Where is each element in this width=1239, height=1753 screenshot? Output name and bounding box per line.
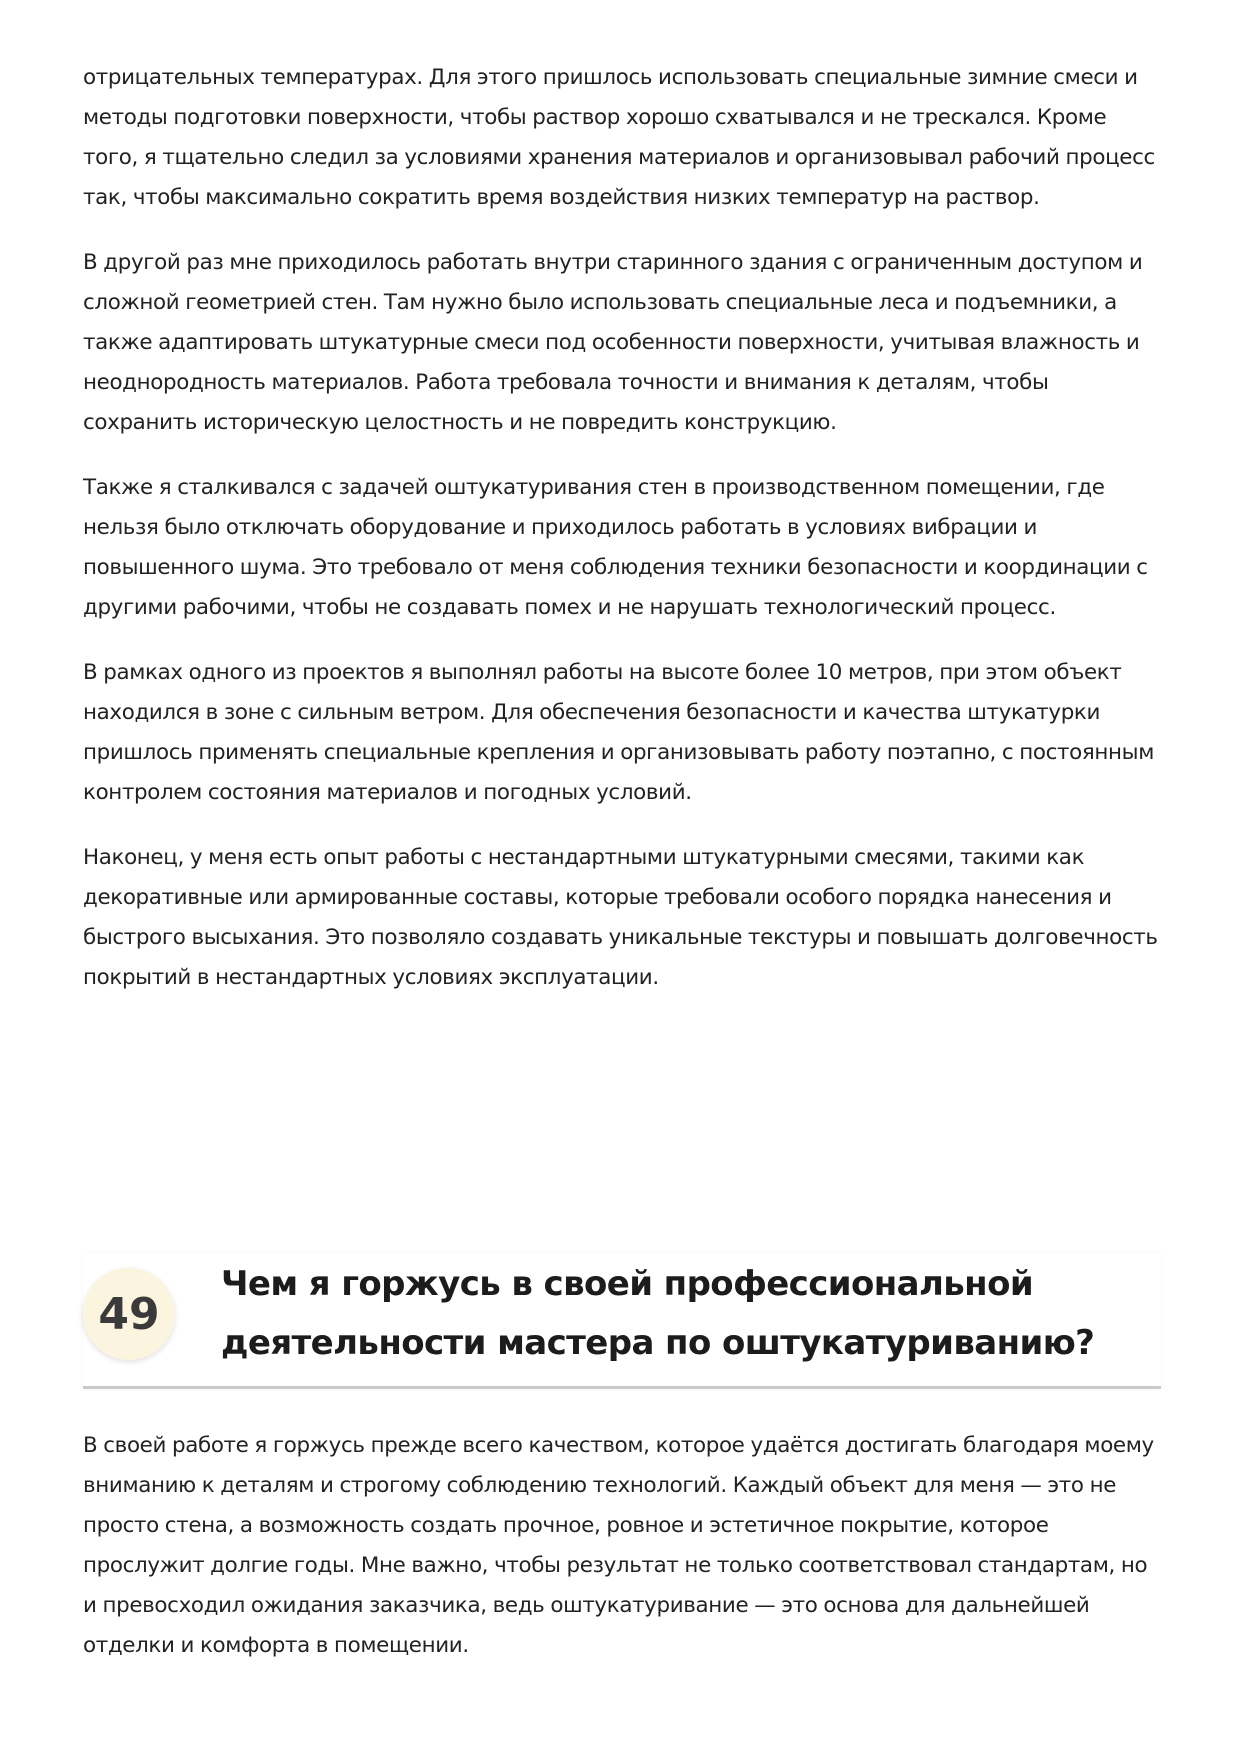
question-title: Чем я горжусь в своей профессиональной деятельности мастера по оштукатуриванию?	[221, 1264, 1095, 1363]
question-number-badge: 49	[83, 1268, 175, 1360]
paragraph-historic-building: В другой раз мне приходилось работать внутри старинного здания с ограниченным доступом и сложной геометрией стен. Там нужно было использовать специальные леса и подъемники, а также адаптировать штукатурные смеси под особенности поверхности, учитывая влажность и неоднородность материалов. Работа требовала точности и внимания к деталям, чтобы сохранить историческую целостность и не повредить конструкцию.	[83, 250, 1143, 435]
paragraph-special-mixtures: Наконец, у меня есть опыт работы с нестандартными штукатурными смесями, такими как декоративные или армированные составы, которые требовали особого порядка нанесения и быстрого высыхания. Это позволяло создавать уникальные текстуры и повышать долговечность покрытий в нестандартных условиях эксплуатации.	[83, 845, 1158, 990]
answer-paragraph: В своей работе я горжусь прежде всего качеством, которое удаётся достигать благодаря моему вниманию к деталям и строгому соблюдению технологий. Каждый объект для меня — это не просто стена, а возможность создать прочное, ровное и эстетичное покрытие, которое прослужит долгие годы. Мне важно, чтобы результат не только соответствовал стандартам, но и превосходил ожидания заказчика, ведь оштукатуривание — это основа для дальнейшей отделки и комфорта в помещении.	[83, 1433, 1154, 1658]
paragraph-height-work: В рамках одного из проектов я выполнял работы на высоте более 10 метров, при этом объект находился в зоне с сильным ветром. Для обеспечения безопасности и качества штукатурки пришлось применять специальные крепления и организовывать работу поэтапно, с постоянным контролем состояния материалов и погодных условий.	[83, 660, 1154, 805]
question-header	[83, 1253, 1161, 1389]
previous-answer-text	[83, 58, 1161, 1023]
paragraph-industrial-premises: Также я сталкивался с задачей оштукатуривания стен в производственном помещении, где нельзя было отключать оборудование и приходилось работать в условиях вибрации и повышенного шума. Это требовало от меня соблюдения техники безопасности и координации с другими рабочими, чтобы не создавать помех и не нарушать технологический процесс.	[83, 475, 1148, 620]
answer-text	[83, 1426, 1161, 1691]
paragraph-winter-conditions: отрицательных температурах. Для этого пришлось использовать специальные зимние смеси и методы подготовки поверхности, чтобы раствор хорошо схватывался и не трескался. Кроме того, я тщательно следил за условиями хранения материалов и организовывал рабочий процесс так, чтобы максимально сократить время воздействия низких температур на раствор.	[83, 65, 1155, 210]
